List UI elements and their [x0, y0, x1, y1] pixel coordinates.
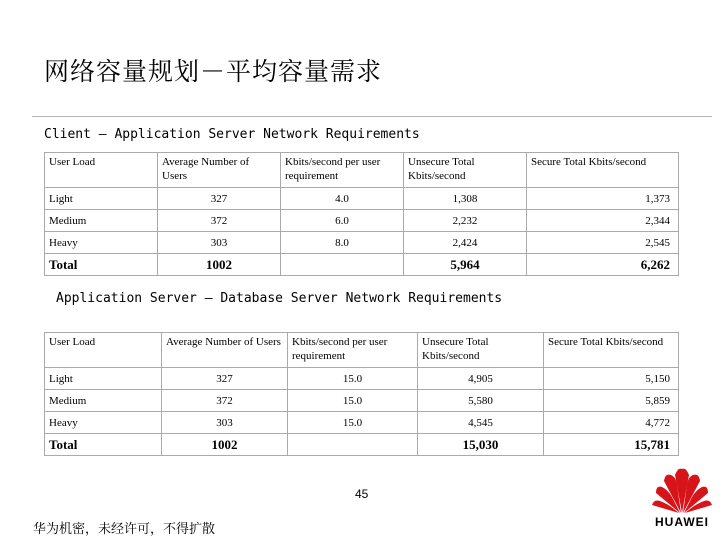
total-unsecure: 15,030 [418, 434, 544, 456]
page-title: 网络容量规划－平均容量需求 [44, 57, 383, 86]
header-unsecure-total: Unsecure Total Kbits/second [404, 153, 527, 188]
client-app-table [44, 152, 679, 276]
total-secure: 6,262 [527, 254, 679, 276]
cell-kbits-per-user: 8.0 [281, 232, 404, 254]
cell-secure-total: 2,344 [527, 210, 679, 232]
huawei-logo [650, 465, 714, 531]
header-secure-total: Secure Total Kbits/second [544, 333, 679, 368]
confidential-notice: 华为机密，未经许可，不得扩散 [33, 522, 216, 537]
cell-secure-total: 5,150 [544, 368, 679, 390]
total-kbits-per-user [281, 254, 404, 276]
cell-avg-users: 372 [158, 210, 281, 232]
huawei-flower-icon [650, 465, 714, 515]
table-row [45, 210, 679, 232]
header-kbits-per-user: Kbits/second per user requirement [288, 333, 418, 368]
logo-text: HUAWEI [655, 515, 709, 529]
cell-user-load: Medium [45, 210, 158, 232]
table-row [45, 188, 679, 210]
cell-avg-users: 303 [162, 412, 288, 434]
table-row [45, 368, 679, 390]
divider [32, 116, 712, 117]
table-row [45, 232, 679, 254]
header-user-load: User Load [45, 333, 162, 368]
table1-subtitle: Client – Application Server Network Requirements [44, 127, 420, 142]
cell-kbits-per-user: 15.0 [288, 390, 418, 412]
cell-kbits-per-user: 6.0 [281, 210, 404, 232]
cell-avg-users: 372 [162, 390, 288, 412]
cell-secure-total: 2,545 [527, 232, 679, 254]
cell-kbits-per-user: 4.0 [281, 188, 404, 210]
cell-secure-total: 4,772 [544, 412, 679, 434]
total-avg-users: 1002 [162, 434, 288, 456]
table-total-row [45, 254, 679, 276]
total-unsecure: 5,964 [404, 254, 527, 276]
cell-unsecure-total: 5,580 [418, 390, 544, 412]
total-secure: 15,781 [544, 434, 679, 456]
cell-user-load: Heavy [45, 412, 162, 434]
total-kbits-per-user [288, 434, 418, 456]
cell-unsecure-total: 2,232 [404, 210, 527, 232]
header-unsecure-total: Unsecure Total Kbits/second [418, 333, 544, 368]
header-avg-users: Average Number of Users [158, 153, 281, 188]
cell-unsecure-total: 4,545 [418, 412, 544, 434]
cell-unsecure-total: 4,905 [418, 368, 544, 390]
header-secure-total: Secure Total Kbits/second [527, 153, 679, 188]
table-row [45, 412, 679, 434]
header-kbits-per-user: Kbits/second per user requirement [281, 153, 404, 188]
total-label: Total [45, 254, 158, 276]
cell-avg-users: 327 [158, 188, 281, 210]
cell-avg-users: 303 [158, 232, 281, 254]
cell-unsecure-total: 1,308 [404, 188, 527, 210]
total-avg-users: 1002 [158, 254, 281, 276]
cell-unsecure-total: 2,424 [404, 232, 527, 254]
total-label: Total [45, 434, 162, 456]
cell-secure-total: 5,859 [544, 390, 679, 412]
cell-secure-total: 1,373 [527, 188, 679, 210]
app-db-table [44, 332, 679, 456]
cell-user-load: Heavy [45, 232, 158, 254]
cell-avg-users: 327 [162, 368, 288, 390]
header-user-load: User Load [45, 153, 158, 188]
table2-subtitle: Application Server – Database Server Network Requirements [56, 291, 503, 306]
cell-user-load: Medium [45, 390, 162, 412]
cell-kbits-per-user: 15.0 [288, 412, 418, 434]
cell-kbits-per-user: 15.0 [288, 368, 418, 390]
table-header-row [45, 153, 679, 188]
cell-user-load: Light [45, 368, 162, 390]
table-total-row [45, 434, 679, 456]
page-number: 45 [355, 487, 369, 501]
table-header-row [45, 333, 679, 368]
header-avg-users: Average Number of Users [162, 333, 288, 368]
table-row [45, 390, 679, 412]
cell-user-load: Light [45, 188, 158, 210]
